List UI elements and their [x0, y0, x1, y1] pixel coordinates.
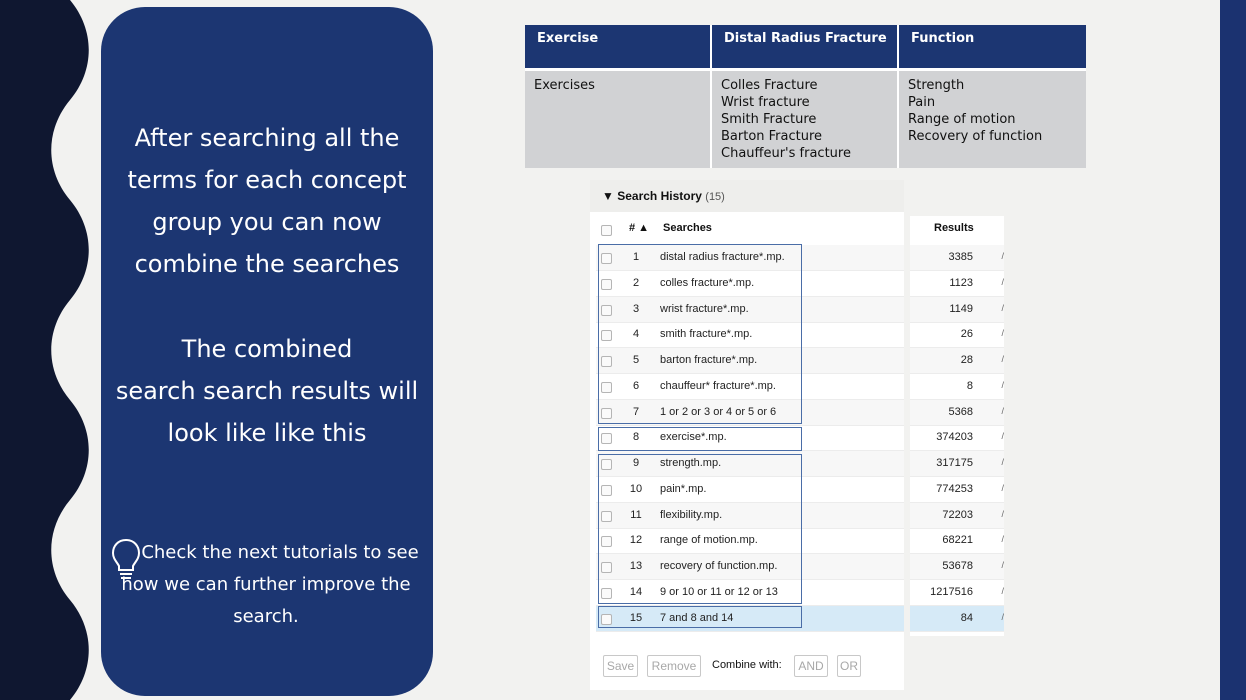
- decorative-right-strip: [1220, 0, 1246, 700]
- group-box-combined: [598, 606, 802, 628]
- truncated-marker: /: [1001, 534, 1004, 544]
- row-query[interactable]: recovery of function.mp.: [660, 560, 778, 572]
- row-number: 12: [629, 534, 643, 546]
- row-number: 9: [632, 457, 640, 469]
- row-number: 10: [629, 483, 643, 495]
- info-card: [101, 7, 433, 696]
- row-query[interactable]: exercise*.mp.: [660, 431, 727, 443]
- triangle-down-icon: ▼: [602, 189, 614, 203]
- instruction-text: After searching all the terms for each concept group you can now combine the searches: [127, 124, 407, 278]
- row-query[interactable]: flexibility.mp.: [660, 509, 723, 521]
- group-box-function: [598, 454, 802, 604]
- row-number: 5: [632, 354, 640, 366]
- row-query[interactable]: smith fracture*.mp.: [660, 328, 753, 340]
- row-results[interactable]: [910, 528, 1004, 554]
- truncated-marker: /: [1001, 354, 1004, 364]
- combine-with-label: Combine with:: [712, 659, 782, 671]
- truncated-marker: /: [1001, 251, 1004, 261]
- row-results[interactable]: [910, 271, 1004, 297]
- row-number: 13: [629, 560, 643, 572]
- truncated-marker: /: [1001, 277, 1004, 287]
- result-note-text: The combined search search results will look like like this: [115, 335, 419, 447]
- row-results[interactable]: [910, 503, 1004, 529]
- concept-cell-exercise: Exercises: [525, 68, 712, 168]
- row-results-count[interactable]: 1149: [949, 303, 973, 315]
- row-results[interactable]: [910, 322, 1004, 348]
- tip-text: Check the next tutorials to see how we can further improve the search.: [121, 542, 419, 627]
- row-number: 3: [632, 303, 640, 315]
- row-number: 7: [632, 406, 640, 418]
- row-number: 11: [630, 509, 642, 521]
- results-header: Results: [934, 222, 974, 234]
- row-query[interactable]: distal radius fracture*.mp.: [660, 251, 785, 263]
- row-query[interactable]: colles fracture*.mp.: [660, 277, 755, 289]
- row-results[interactable]: [910, 606, 1004, 632]
- truncated-marker: /: [1001, 380, 1004, 390]
- sort-number-header[interactable]: # ▲: [629, 222, 650, 234]
- row-query[interactable]: 7 and 8 and 14: [660, 612, 734, 624]
- concept-header-exercise: Exercise: [525, 25, 712, 68]
- remove-button[interactable]: Remove: [647, 655, 701, 677]
- group-box-fracture: [598, 244, 802, 424]
- truncated-marker: /: [1001, 586, 1004, 596]
- row-number: 6: [632, 380, 640, 392]
- row-results-count[interactable]: 774253: [936, 483, 973, 495]
- truncated-marker: /: [1001, 509, 1004, 519]
- concept-header-fracture: Distal Radius Fracture: [712, 25, 899, 68]
- and-button[interactable]: AND: [794, 655, 828, 677]
- save-button[interactable]: Save: [603, 655, 638, 677]
- search-history-count: (15): [705, 191, 725, 203]
- row-results-count[interactable]: 72203: [942, 509, 973, 521]
- truncated-marker: /: [1001, 406, 1004, 416]
- concept-cell-fracture: Colles Fracture Wrist fracture Smith Fracture Barton Fracture Chauffeur's fracture: [712, 68, 899, 168]
- row-results[interactable]: [910, 425, 1004, 451]
- row-results-count[interactable]: 1217516: [930, 586, 973, 598]
- row-results[interactable]: [910, 374, 1004, 400]
- truncated-marker: /: [1001, 612, 1004, 622]
- row-number: 8: [632, 431, 640, 443]
- group-box-exercise: [598, 427, 802, 451]
- row-number: 4: [632, 328, 640, 340]
- row-results[interactable]: [910, 580, 1004, 606]
- row-number: 2: [632, 277, 640, 289]
- row-query[interactable]: wrist fracture*.mp.: [660, 303, 749, 315]
- select-all-checkbox[interactable]: [601, 225, 612, 236]
- truncated-marker: /: [1001, 431, 1004, 441]
- row-query[interactable]: range of motion.mp.: [660, 534, 758, 546]
- row-results[interactable]: [910, 477, 1004, 503]
- row-results-count[interactable]: 374203: [936, 431, 973, 443]
- row-results[interactable]: [910, 348, 1004, 374]
- truncated-marker: /: [1001, 483, 1004, 493]
- row-results-count[interactable]: 53678: [942, 560, 973, 572]
- decorative-wave-strip: [0, 0, 90, 700]
- row-results[interactable]: [910, 451, 1004, 477]
- row-query[interactable]: barton fracture*.mp.: [660, 354, 758, 366]
- row-number: 15: [629, 612, 643, 624]
- row-results-count[interactable]: 3385: [948, 251, 973, 263]
- row-results-count[interactable]: 26: [960, 328, 973, 340]
- row-results[interactable]: [910, 554, 1004, 580]
- row-results-count[interactable]: 317175: [936, 457, 973, 469]
- row-query[interactable]: chauffeur* fracture*.mp.: [660, 380, 776, 392]
- search-history-title: Search History: [617, 189, 702, 203]
- truncated-marker: /: [1001, 328, 1004, 338]
- row-results-count[interactable]: 28: [960, 354, 973, 366]
- concept-table: [525, 25, 1086, 168]
- row-number: 14: [629, 586, 643, 598]
- row-query[interactable]: 1 or 2 or 3 or 4 or 5 or 6: [660, 406, 777, 418]
- row-results-count[interactable]: 1123: [949, 277, 973, 289]
- row-results[interactable]: [910, 245, 1004, 271]
- row-query[interactable]: pain*.mp.: [660, 483, 707, 495]
- row-number: 1: [632, 251, 640, 263]
- row-results[interactable]: [910, 297, 1004, 323]
- row-results-count[interactable]: 84: [960, 612, 973, 624]
- concept-header-function: Function: [899, 25, 1086, 68]
- row-query[interactable]: strength.mp.: [660, 457, 722, 469]
- concept-cell-function: Strength Pain Range of motion Recovery of function: [899, 68, 1086, 168]
- or-button[interactable]: OR: [837, 655, 861, 677]
- row-results[interactable]: [910, 400, 1004, 426]
- row-query[interactable]: 9 or 10 or 11 or 12 or 13: [660, 586, 778, 598]
- search-history-toggle[interactable]: [590, 180, 904, 212]
- truncated-marker: /: [1001, 303, 1004, 313]
- truncated-marker: /: [1001, 560, 1004, 570]
- truncated-marker: /: [1001, 457, 1004, 467]
- row-results-count[interactable]: 68221: [942, 534, 973, 546]
- row-results-count[interactable]: 8: [966, 380, 973, 392]
- searches-header: Searches: [663, 222, 712, 234]
- row-results-count[interactable]: 5368: [948, 406, 973, 418]
